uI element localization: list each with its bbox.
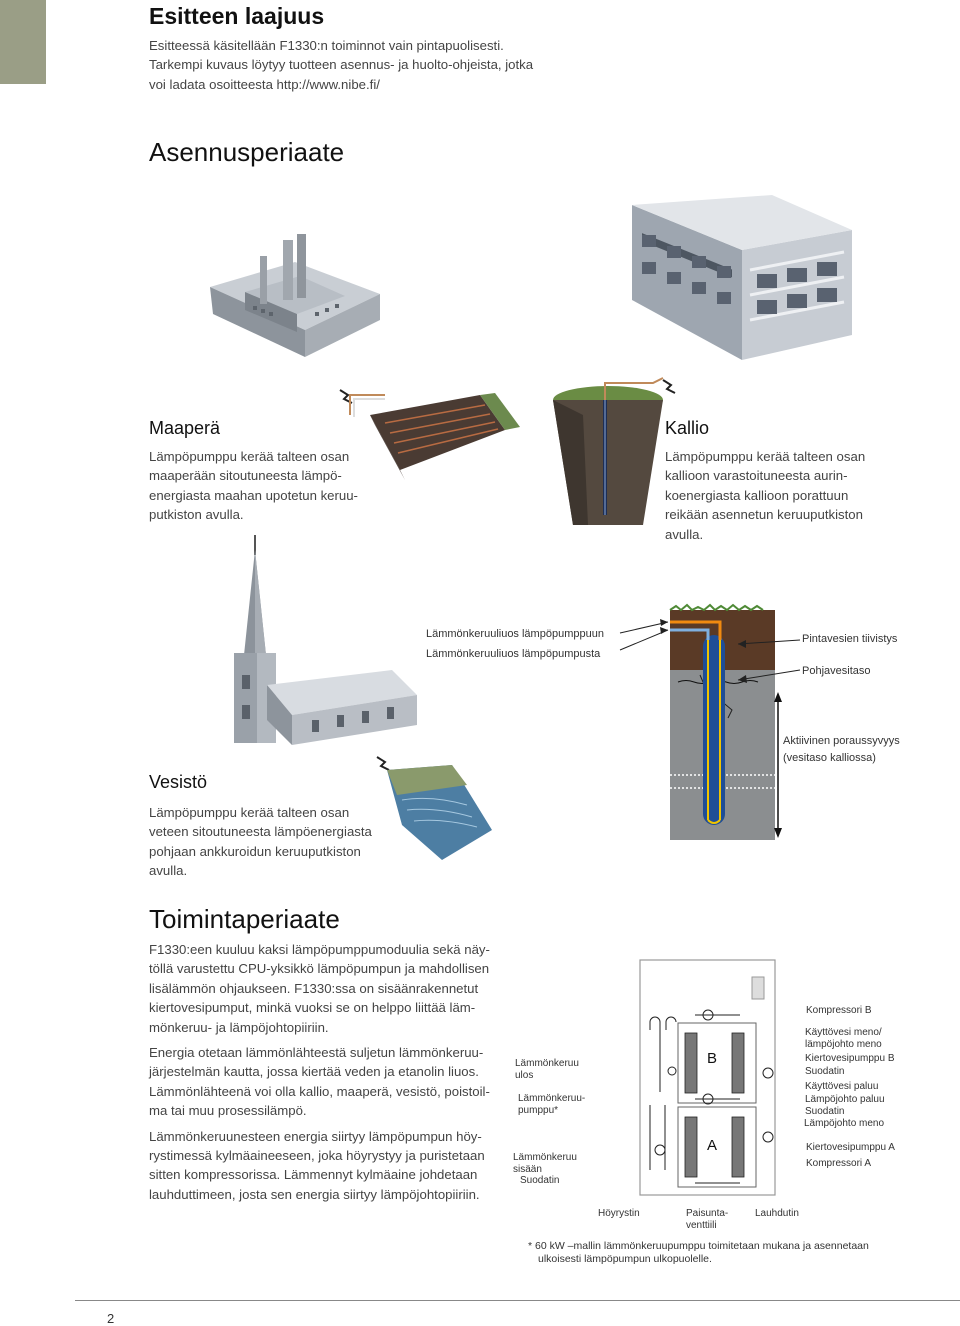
surface-seal-label: Pintavesien tiivistys [802,633,898,645]
label-line: sisään [513,1164,542,1175]
collector-out-label [515,1058,579,1082]
pump-b-label: Kiertovesipumppu B [805,1053,895,1064]
pump-a-label: Kiertovesipumppu A [806,1142,895,1153]
operation-line: Energia otetaan lämmönlähteestä suljetun lämmönkeruu- [149,1045,484,1061]
label-line: ulos [515,1070,534,1081]
label-line: venttiili [686,1220,717,1231]
vesisto-line: veteen sitoutuneesta lämpöenergiasta [149,824,372,840]
heating-return-label: Lämpöjohto paluu [805,1094,885,1105]
operation-line: Lämmönlähteenä voi olla kallio, maaperä, vesistö, poistoil- [149,1083,490,1099]
heating-flow-label: Lämpöjohto meno [804,1118,885,1129]
label-line: lämpöjohto meno [805,1039,882,1050]
rock-borehole-illustration [543,375,683,530]
factory-illustration [205,232,385,367]
module-a-label: A [707,1137,718,1154]
scope-text [149,36,669,94]
maapera-line: maaperään sitoutuneesta lämpö- [149,468,342,484]
operation-line: lauhduttimeen, josta sen energia siirtyy lämpöjohtopiiriin. [149,1186,480,1202]
operation-line: töllä varustettu CPU-yksikkö lämpöpumpun ja mahdollisen [149,961,490,977]
operation-line: kiertovesipumput, minkä vuoksi se on helppo liittää läm- [149,1000,476,1016]
evaporator-label: Höyrystin [598,1208,640,1219]
scope-title: Esitteen laajuus [149,3,325,29]
scope-line: Tarkempi kuvaus löytyy tuotteen asennus- ja huolto-ohjeista, jotka [149,57,534,73]
kallio-title: Kallio [665,418,710,438]
operation-line: rystimessä kylmäaineeseen, joka höyrystyy ja puristetaan [149,1148,485,1164]
label-line: Lämmönkeruu [515,1058,579,1069]
ground-collector-illustration [330,385,530,490]
scope-line: Esitteessä käsitellään F1330:n toiminnot vain pintapuolisesti. [149,38,504,53]
vesisto-line: Lämpöpumppu kerää talteen osan [149,805,350,820]
kallio-section [665,418,905,544]
footnote-line: * 60 kW –mallin lämmönkeruupumppu toimitetaan mukana ja asennetaan [528,1240,869,1252]
collector-in-label [513,1152,577,1176]
operation-line: sitten kompressorissa. Lämmennyt kylmäaine johdetaan [149,1167,478,1183]
label-line: Lämmönkeruu [513,1152,577,1163]
operation-line: Lämmönkeruunesteen energia siirtyy lämpöpumpun höy- [149,1128,482,1144]
maapera-title: Maaperä [149,418,221,438]
operation-title: Toimintaperiaate [149,904,340,934]
expansion-valve-label [686,1208,728,1232]
label-line: Käyttövesi meno/ [805,1027,882,1038]
operation-line: järjestelmän kautta, jossa kiertää veden ja etanolin liuos. [149,1064,479,1080]
compressor-a-label: Kompressori A [806,1158,872,1169]
footnote [528,1240,869,1266]
condenser-label: Lauhdutin [755,1208,799,1219]
active-depth-label: (vesitaso kalliossa) [783,752,876,764]
f1330-schematic [580,955,810,1200]
filter-label: Suodatin [805,1066,845,1077]
church-illustration [222,535,422,750]
kallio-line: reikään asennetun keruuputkiston [665,507,863,523]
filter-label: Suodatin [805,1106,845,1117]
footnote-line: ulkoisesti lämpöpumpun ulkopuolelle. [538,1253,712,1265]
borehole-out-label: Lämmönkeruuliuos lämpöpumpusta [426,648,601,660]
vesisto-title: Vesistö [149,772,208,792]
kallio-line: Lämpöpumppu kerää talteen osan [665,449,866,464]
operation-line: lisälämmön ohjaukseen. F1330:ssa on sisäänrakennetut [149,980,479,996]
operation-line: F1330:een kuuluu kaksi lämpöpumppumoduulia sekä näy- [149,942,490,957]
borehole-in-label: Lämmönkeruuliuos lämpöpumppuun [426,628,604,640]
module-b-label: B [707,1050,718,1067]
maapera-line: energiasta maahan upotetun keruu- [149,487,358,503]
principle-title: Asennusperiaate [149,137,345,167]
groundwater-label: Pohjavesitaso [802,665,871,677]
operation-line: ma tai muu prosessilämpö. [149,1103,307,1119]
label-line: Paisunta- [686,1208,729,1219]
apartment-building-illustration [622,190,862,365]
operation-line: mönkeruu- ja lämpöjohtopiiriin. [149,1019,329,1035]
scope-line: voi ladata osoitteesta http://www.nibe.fi/ [149,76,380,92]
label-line: pumppu* [518,1105,559,1116]
hotwater-return-label: Käyttövesi paluu [805,1081,879,1092]
active-depth-label: Aktiivinen poraussyvyys [783,735,900,747]
maapera-line: putkiston avulla. [149,507,244,523]
kallio-line: avulla. [665,526,704,542]
page-number: 2 [107,1311,115,1326]
kallio-line: kallioon varastoituneesta aurin- [665,468,848,484]
corner-tab [0,0,46,84]
vesisto-section [149,772,409,881]
vesisto-line: avulla. [149,863,188,879]
footer-rule [75,1300,960,1301]
operation-text [149,940,509,1204]
vesisto-line: pohjaan ankkuroidun keruuputkiston [149,843,361,859]
label-line: Lämmönkeruu- [518,1093,586,1104]
collector-filter-label: Suodatin [520,1175,560,1186]
maapera-line: Lämpöpumppu kerää talteen osan [149,449,350,464]
kallio-line: koenergiasta kallioon porattuun [665,487,849,503]
collector-pump-label [518,1093,585,1117]
compressor-b-label: Kompressori B [806,1005,872,1016]
hotwater-flow-label [805,1027,882,1051]
